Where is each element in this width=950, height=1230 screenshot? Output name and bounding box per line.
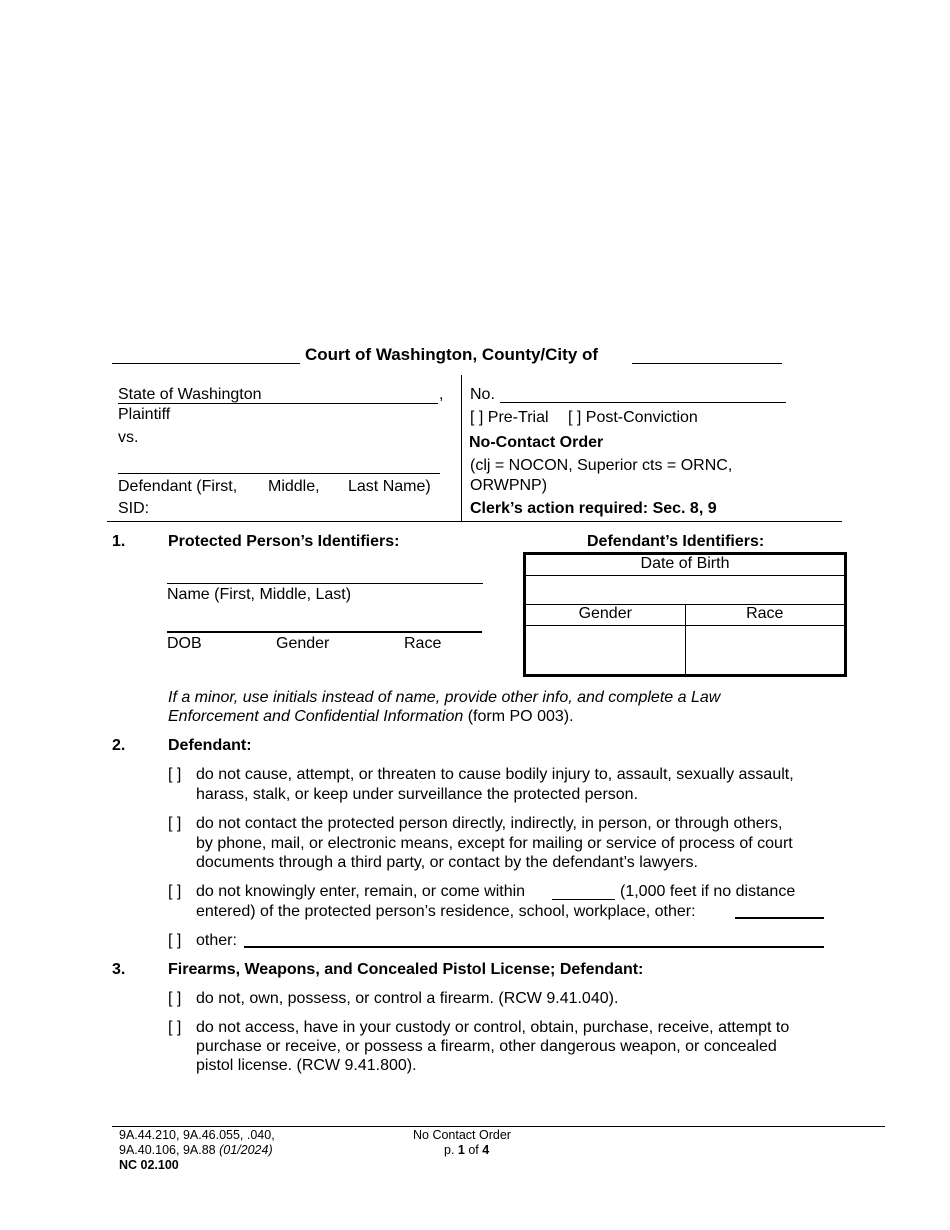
- s2-item2-line2: by phone, mail, or electronic means, except for mailing or service of process of court: [196, 835, 793, 852]
- postconviction-checkbox[interactable]: [ ] Post-Conviction: [568, 409, 698, 426]
- protected-dob-line[interactable]: [167, 631, 482, 633]
- case-number-label: No.: [470, 386, 495, 403]
- distance-blank[interactable]: [552, 899, 615, 900]
- footer-rcw-line2: [119, 1143, 273, 1158]
- plaintiff-comma: ,: [439, 386, 444, 403]
- s2-item2-checkbox[interactable]: [ ]: [168, 815, 182, 832]
- s3-item2-checkbox[interactable]: [ ]: [168, 1019, 182, 1036]
- vs-label: vs.: [118, 429, 139, 446]
- s3-item1-line1: do not, own, possess, or control a firearm. (RCW 9.41.040).: [196, 990, 619, 1007]
- s2-item1-line2: harass, stalk, or keep under surveillance the protected person.: [196, 786, 639, 803]
- s3-item2-line2: purchase or receive, or possess a firearm, other dangerous weapon, or concealed: [196, 1038, 777, 1055]
- section-2-number: 2.: [112, 737, 126, 754]
- s2-item3-line2: entered) of the protected person’s residence, school, workplace, other:: [196, 903, 696, 920]
- s3-item2-line1: do not access, have in your custody or control, obtain, purchase, receive, attempt to: [196, 1019, 790, 1036]
- footer-page-number: [444, 1143, 489, 1158]
- sid-label: SID:: [118, 500, 150, 517]
- plaintiff-label: Plaintiff: [118, 406, 171, 423]
- protected-name-label: Name (First, Middle, Last): [167, 586, 352, 603]
- court-title: Court of Washington, County/City of: [305, 345, 599, 364]
- footer-form-title: No Contact Order: [413, 1128, 511, 1142]
- footer-form-number: NC 02.100: [119, 1158, 179, 1172]
- clerk-action: Clerk’s action required: Sec. 8, 9: [470, 500, 717, 517]
- def-race-cell[interactable]: [685, 626, 846, 676]
- section-3-title: Firearms, Weapons, and Concealed Pistol License; Defendant:: [168, 961, 644, 978]
- order-title: No-Contact Order: [469, 434, 604, 451]
- minor-note-line-2: [168, 707, 574, 726]
- other-restriction-blank[interactable]: [244, 946, 824, 948]
- other-location-blank[interactable]: [735, 917, 824, 919]
- s2-item3-line1b: (1,000 feet if no distance: [620, 883, 796, 900]
- county-blank: [112, 363, 300, 364]
- s2-item1-checkbox[interactable]: [ ]: [168, 766, 182, 783]
- caption-bottom-rule: [107, 521, 842, 522]
- footer-page-of: of: [468, 1143, 479, 1157]
- plaintiff-value: State of Washington: [118, 386, 262, 403]
- footer-page-prefix: p.: [444, 1143, 455, 1157]
- def-dob-header: Date of Birth: [525, 554, 846, 576]
- minor-note-line-1: If a minor, use initials instead of name, provide other info, and complete a Law: [168, 689, 721, 706]
- s2-item3-line1a: do not knowingly enter, remain, or come within: [196, 883, 526, 900]
- defendant-name-line: [118, 473, 440, 474]
- section-1-number: 1.: [112, 533, 126, 550]
- footer-page-total: 4: [482, 1143, 490, 1157]
- footer-rcw-line1: 9A.44.210, 9A.46.055, .040,: [119, 1128, 275, 1142]
- footer-page-current: 1: [457, 1143, 465, 1157]
- minor-note-italic: Enforcement and Confidential Information: [168, 708, 464, 725]
- caption-divider: [461, 375, 462, 521]
- def-gender-header: Gender: [525, 605, 686, 626]
- protected-name-line[interactable]: [167, 583, 483, 584]
- codes-line-1: (clj = NOCON, Superior cts = ORNC,: [470, 457, 733, 474]
- section-2-title: Defendant:: [168, 737, 252, 754]
- def-dob-cell[interactable]: [525, 576, 846, 605]
- section-3-number: 3.: [112, 961, 126, 978]
- def-gender-cell[interactable]: [525, 626, 686, 676]
- footer-rcw-line2-text: 9A.40.106, 9A.88: [119, 1143, 216, 1157]
- s2-item1-line1: do not cause, attempt, or threaten to cause bodily injury to, assault, sexually assault,: [196, 766, 794, 783]
- s2-item4-line1: other:: [196, 932, 237, 949]
- section-1-title: Protected Person’s Identifiers:: [168, 533, 400, 550]
- defendant-first-label: Defendant (First,: [118, 478, 238, 495]
- defendant-identifiers-table: [523, 552, 847, 677]
- defendant-identifiers-title: Defendant’s Identifiers:: [587, 533, 765, 550]
- s2-item2-line3: documents through a third party, or contact by the defendant’s lawyers.: [196, 854, 698, 871]
- s2-item3-checkbox[interactable]: [ ]: [168, 883, 182, 900]
- codes-line-2: ORWPNP): [470, 477, 548, 494]
- plaintiff-underline: [118, 403, 438, 404]
- s3-item2-line3: pistol license. (RCW 9.41.800).: [196, 1057, 417, 1074]
- pretrial-checkbox[interactable]: [ ] Pre-Trial: [470, 409, 549, 426]
- minor-note-form: (form PO 003).: [463, 708, 574, 725]
- footer-date: (01/2024): [219, 1143, 273, 1157]
- court-city-blank: [632, 363, 782, 364]
- s3-item1-checkbox[interactable]: [ ]: [168, 990, 182, 1007]
- s2-item2-line1: do not contact the protected person directly, indirectly, in person, or through others,: [196, 815, 783, 832]
- case-number-blank: [500, 402, 786, 403]
- def-race-header: Race: [685, 605, 846, 626]
- footer-rule: [112, 1126, 885, 1127]
- protected-race-label: Race: [404, 635, 442, 652]
- defendant-last-label: Last Name): [348, 478, 431, 495]
- protected-dob-label: DOB: [167, 635, 202, 652]
- protected-gender-label: Gender: [276, 635, 330, 652]
- s2-item4-checkbox[interactable]: [ ]: [168, 932, 182, 949]
- defendant-middle-label: Middle,: [268, 478, 320, 495]
